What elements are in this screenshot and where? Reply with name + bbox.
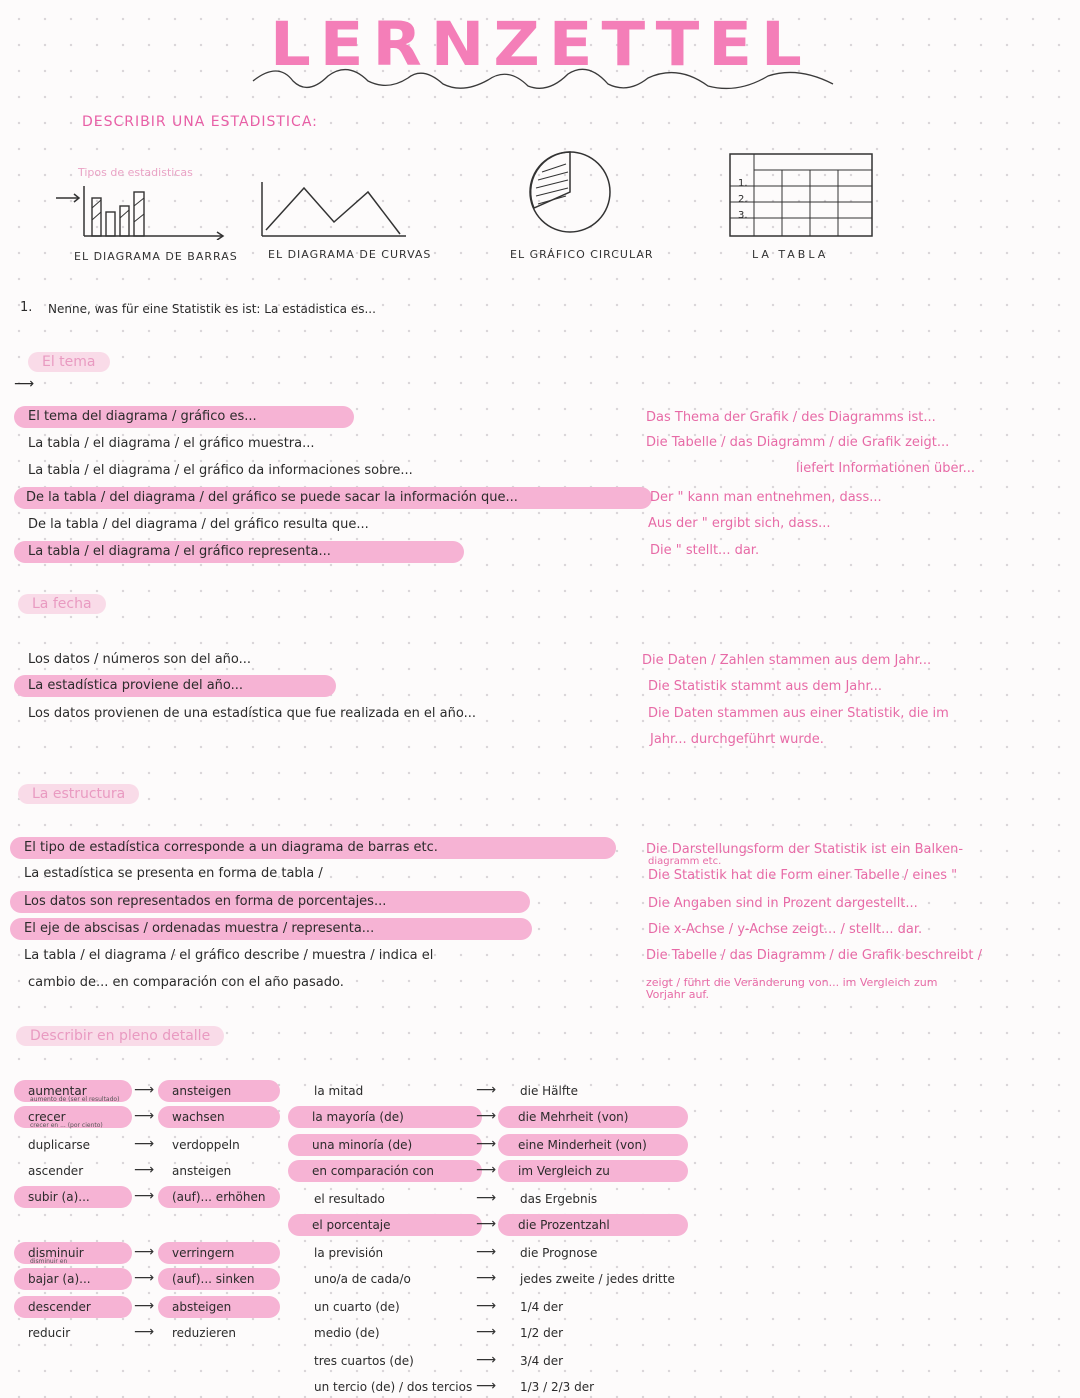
- arrow-icon: ⟶: [134, 1298, 155, 1314]
- fecha-es-row: Los datos provienen de una estadística que fue realizada en el año...: [28, 706, 477, 721]
- estructura-es-row: La tabla / el diagrama / el gráfico describe / muestra / indica el: [24, 948, 434, 963]
- title-underline-scribble: [248, 36, 848, 96]
- tema-de-row: Der " kann man entnehmen, dass...: [650, 490, 882, 505]
- quantity-es: medio (de): [314, 1326, 380, 1340]
- arrow-icon: ⟶: [476, 1324, 497, 1340]
- verb-de: ansteigen: [158, 1080, 280, 1102]
- verb-de: verdoppeln: [172, 1138, 240, 1152]
- arrow-icon: ⟶: [476, 1298, 497, 1314]
- fecha-de-row: Jahr... durchgeführt wurde.: [650, 732, 824, 747]
- bar-chart-icon: [52, 178, 232, 240]
- verb-es: subir (a)...: [14, 1186, 132, 1208]
- estructura-es-row: El tipo de estadística corresponde a un diagrama de barras etc.: [10, 837, 616, 859]
- caption-line-chart: EL DIAGRAMA DE CURVAS: [268, 248, 432, 261]
- quantity-es: uno/a de cada/o: [314, 1272, 411, 1286]
- estructura-es-row: El eje de abscisas / ordenadas muestra / representa...: [10, 918, 532, 940]
- estructura-es-row: cambio de... en comparación con el año pasado.: [28, 975, 344, 990]
- fecha-de-row: Die Daten stammen aus einer Statistik, die im: [648, 706, 949, 721]
- estructura-es-row: Los datos son representados en forma de porcentajes...: [10, 891, 530, 913]
- estructura-es-row: La estadística se presenta en forma de tabla /: [24, 866, 323, 881]
- tema-es-row: De la tabla / del diagrama / del gráfico resulta que...: [28, 517, 369, 532]
- tema-es-row: El tema del diagrama / gráfico es...: [14, 406, 354, 428]
- caption-table: LA TABLA: [752, 248, 829, 261]
- arrow-icon: ⟶: [476, 1352, 497, 1368]
- quantity-de: 1/4 der: [520, 1300, 564, 1314]
- fecha-de-row: Die Daten / Zahlen stammen aus dem Jahr...: [642, 653, 932, 668]
- caption-pie-chart: EL GRÁFICO CIRCULAR: [510, 248, 654, 261]
- arrow-icon: ⟶: [134, 1188, 155, 1204]
- verb-de: wachsen: [158, 1106, 280, 1128]
- quantity-de: die Mehrheit (von): [498, 1106, 688, 1128]
- fecha-es-row: Los datos / números son del año...: [28, 652, 252, 667]
- arrow-icon: ⟶: [476, 1270, 497, 1286]
- tema-de-row: Aus der " ergibt sich, dass...: [648, 516, 831, 531]
- verb-de: absteigen: [158, 1296, 280, 1318]
- quantity-es: tres cuartos (de): [314, 1354, 414, 1368]
- quantity-de: die Prognose: [520, 1246, 598, 1260]
- quantity-es: la mitad: [314, 1084, 364, 1098]
- arrow-icon: ⟶: [476, 1378, 497, 1394]
- arrow-icon: ⟶: [134, 1162, 155, 1178]
- estructura-de-row: Die Angaben sind in Prozent dargestellt...: [648, 896, 918, 911]
- section-title-fecha: La fecha: [18, 594, 106, 614]
- arrow-icon: ⟶: [134, 1324, 155, 1340]
- quantity-de: 1/2 der: [520, 1326, 564, 1340]
- step-number: 1.: [20, 300, 33, 315]
- quantity-de: das Ergebnis: [520, 1192, 598, 1206]
- estructura-de-row: Die x-Achse / y-Achse zeigt... / stellt... dar.: [648, 922, 923, 937]
- estructura-de-row: Vorjahr auf.: [646, 988, 709, 1001]
- estructura-de-row: Die Darstellungsform der Statistik ist ein Balken-: [646, 842, 964, 857]
- verb-es: crecer: [14, 1106, 132, 1128]
- arrow-icon: ⟶: [476, 1162, 497, 1178]
- arrow-icon: ⟶: [134, 1244, 155, 1260]
- arrow-icon: ⟶: [134, 1082, 155, 1098]
- arrow-icon: ⟶: [476, 1190, 497, 1206]
- fecha-de-row: Die Statistik stammt aus dem Jahr...: [648, 679, 883, 694]
- caption-bar-chart: EL DIAGRAMA DE BARRAS: [74, 250, 238, 263]
- verb-note: disminuir en: [30, 1258, 68, 1265]
- estructura-de-row: Die Tabelle / das Diagramm / die Grafik beschreibt /: [646, 948, 983, 963]
- arrow-icon: ⟶: [476, 1108, 497, 1124]
- quantity-es: la mayoría (de): [288, 1106, 482, 1128]
- arrow-icon: ⟶: [476, 1082, 497, 1098]
- arrow-icon: ⟶: [134, 1136, 155, 1152]
- verb-de: (auf)... erhöhen: [158, 1186, 280, 1208]
- tema-de-row: Die Tabelle / das Diagramm / die Grafik zeigt...: [646, 435, 950, 450]
- section-title-detalle: Describir en pleno detalle: [16, 1026, 224, 1046]
- quantity-es: en comparación con: [288, 1160, 482, 1182]
- estructura-de-row: zeigt / führt die Veränderung von... im Vergleich zum: [646, 976, 938, 989]
- line-chart-icon: [256, 178, 446, 240]
- pie-chart-icon: [528, 150, 618, 238]
- tema-es-row: La tabla / el diagrama / el gráfico representa...: [14, 541, 464, 563]
- verb-note: aumento de (ser el resultado): [30, 1096, 120, 1103]
- estructura-de-row: diagramm etc.: [648, 856, 722, 867]
- tema-es-row: La tabla / el diagrama / el gráfico muestra...: [28, 436, 315, 451]
- table-icon: [728, 152, 876, 238]
- quantity-de: 1/3 / 2/3 der: [520, 1380, 595, 1394]
- verb-es: aumentar: [14, 1080, 132, 1102]
- section-title-estructura: La estructura: [18, 784, 139, 804]
- arrow-icon: ⟶: [476, 1244, 497, 1260]
- section-heading: DESCRIBIR UNA ESTADISTICA:: [82, 114, 318, 130]
- tema-es-row: De la tabla / del diagrama / del gráfico se puede sacar la información que...: [14, 487, 652, 509]
- arrow-icon: ⟶: [134, 1108, 155, 1124]
- fecha-es-row: La estadística proviene del año...: [14, 675, 336, 697]
- verb-de: reduzieren: [172, 1326, 236, 1340]
- quantity-es: un cuarto (de): [314, 1300, 400, 1314]
- quantity-de: eine Minderheit (von): [498, 1134, 688, 1156]
- tema-de-row: liefert Informationen über...: [796, 461, 976, 476]
- verb-es: bajar (a)...: [14, 1268, 132, 1290]
- quantity-es: una minoría (de): [288, 1134, 482, 1156]
- quantity-es: un tercio (de) / dos tercios: [314, 1380, 473, 1394]
- types-label: Tipos de estadisticas: [78, 166, 193, 179]
- verb-es: ascender: [28, 1164, 84, 1178]
- verb-de: (auf)... sinken: [158, 1268, 280, 1290]
- step-text: Nenne, was für eine Statistik es ist: La estadistica es...: [48, 302, 376, 316]
- verb-es: disminuir: [14, 1242, 132, 1264]
- page-title: LERNZETTEL: [270, 9, 811, 81]
- quantity-de: jedes zweite / jedes dritte: [520, 1272, 675, 1286]
- quantity-de: 3/4 der: [520, 1354, 564, 1368]
- tema-es-row: La tabla / el diagrama / el gráfico da informaciones sobre...: [28, 463, 413, 478]
- quantity-es: el porcentaje: [288, 1214, 482, 1236]
- quantity-es: el resultado: [314, 1192, 385, 1206]
- arrow-icon: ⟶: [14, 376, 35, 392]
- arrow-icon: ⟶: [476, 1216, 497, 1232]
- estructura-de-row: Die Statistik hat die Form einer Tabelle / eines ": [648, 868, 958, 883]
- tema-de-row: Die " stellt... dar.: [650, 543, 760, 558]
- verb-de: verringern: [158, 1242, 280, 1264]
- arrow-icon: ⟶: [476, 1136, 497, 1152]
- section-title-tema: El tema: [28, 352, 110, 372]
- verb-es: reducir: [28, 1326, 71, 1340]
- verb-de: ansteigen: [172, 1164, 232, 1178]
- table-row-numbers: 1. 2. 3.: [738, 178, 748, 221]
- verb-es: descender: [14, 1296, 132, 1318]
- quantity-de: im Vergleich zu: [498, 1160, 688, 1182]
- tema-de-row: Das Thema der Grafik / des Diagramms ist...: [646, 410, 936, 425]
- verb-es: duplicarse: [28, 1138, 91, 1152]
- arrow-icon: ⟶: [134, 1270, 155, 1286]
- quantity-es: la previsión: [314, 1246, 384, 1260]
- verb-note: crecer en ... (por ciento): [30, 1122, 103, 1129]
- quantity-de: die Prozentzahl: [498, 1214, 688, 1236]
- quantity-de: die Hälfte: [520, 1084, 578, 1098]
